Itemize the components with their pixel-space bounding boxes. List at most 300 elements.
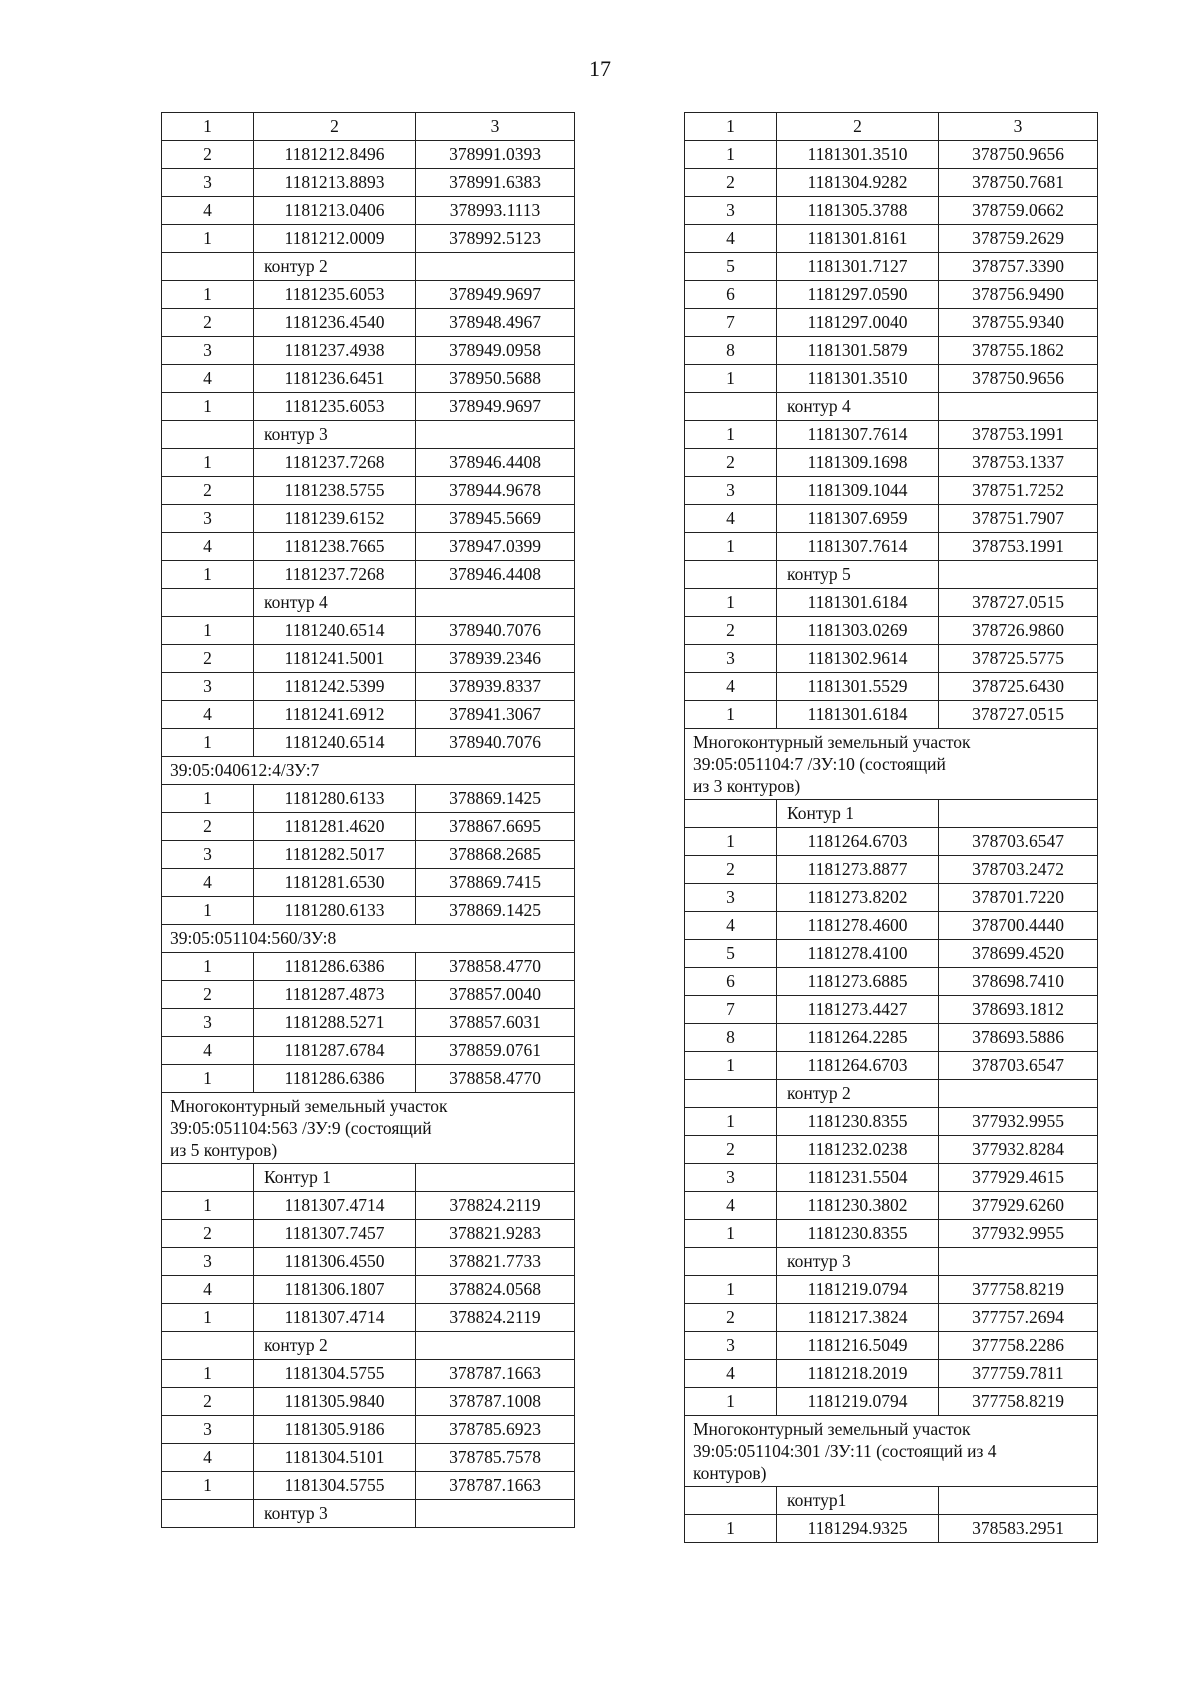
point-number-cell: 1 — [162, 281, 254, 309]
point-number-cell: 3 — [162, 337, 254, 365]
description-line: 39:05:051104:563 /ЗУ:9 (состоящий — [170, 1118, 432, 1138]
point-number-cell: 8 — [685, 337, 777, 365]
table-row — [162, 365, 575, 393]
parcel-id-row — [162, 757, 575, 785]
header-row — [685, 113, 1098, 141]
table-row — [685, 337, 1098, 365]
x-coordinate-cell: 1181216.5049 — [777, 1332, 939, 1360]
x-coordinate-cell: 1181281.4620 — [254, 813, 416, 841]
x-coordinate-cell: 1181297.0040 — [777, 309, 939, 337]
y-coordinate-cell: 377932.8284 — [939, 1136, 1098, 1164]
table-row — [685, 701, 1098, 729]
point-number-cell: 1 — [162, 1065, 254, 1093]
contour-row — [162, 1164, 575, 1192]
x-coordinate-cell: 1181306.4550 — [254, 1248, 416, 1276]
table-row — [162, 841, 575, 869]
table-row — [685, 1052, 1098, 1080]
x-coordinate-cell: 1181301.3510 — [777, 141, 939, 169]
point-number-cell: 1 — [162, 785, 254, 813]
x-coordinate-cell: 1181301.6184 — [777, 589, 939, 617]
table-row — [162, 1009, 575, 1037]
x-coordinate-cell: 1181304.5755 — [254, 1472, 416, 1500]
x-coordinate-cell: 1181305.9840 — [254, 1388, 416, 1416]
table-row — [685, 1276, 1098, 1304]
contour-row — [162, 253, 575, 281]
y-coordinate-cell: 378753.1991 — [939, 533, 1098, 561]
table-row — [685, 856, 1098, 884]
y-coordinate-cell: 377758.8219 — [939, 1388, 1098, 1416]
x-coordinate-cell: 1181217.3824 — [777, 1304, 939, 1332]
contour-label: контур 5 — [777, 561, 939, 589]
y-coordinate-cell: 377929.6260 — [939, 1192, 1098, 1220]
y-coordinate-cell: 378992.5123 — [416, 225, 575, 253]
empty-cell — [162, 1332, 254, 1360]
table-row — [162, 673, 575, 701]
point-number-cell: 7 — [685, 309, 777, 337]
point-number-cell: 2 — [162, 1220, 254, 1248]
point-number-cell: 1 — [685, 1220, 777, 1248]
x-coordinate-cell: 1181235.6053 — [254, 281, 416, 309]
x-coordinate-cell: 1181286.6386 — [254, 953, 416, 981]
point-number-cell: 2 — [162, 477, 254, 505]
x-coordinate-cell: 1181239.6152 — [254, 505, 416, 533]
contour-label: контур 3 — [254, 421, 416, 449]
y-coordinate-cell: 378785.6923 — [416, 1416, 575, 1444]
table-row — [162, 617, 575, 645]
y-coordinate-cell: 378750.9656 — [939, 141, 1098, 169]
table-row — [685, 1136, 1098, 1164]
header-cell: 3 — [416, 113, 575, 141]
x-coordinate-cell: 1181240.6514 — [254, 729, 416, 757]
y-coordinate-cell: 378867.6695 — [416, 813, 575, 841]
table-row — [162, 197, 575, 225]
y-coordinate-cell: 378939.8337 — [416, 673, 575, 701]
point-number-cell: 1 — [685, 1052, 777, 1080]
page-number: 17 — [589, 56, 611, 81]
y-coordinate-cell: 378993.1113 — [416, 197, 575, 225]
x-coordinate-cell: 1181212.0009 — [254, 225, 416, 253]
x-coordinate-cell: 1181218.2019 — [777, 1360, 939, 1388]
table-row — [685, 421, 1098, 449]
empty-cell — [416, 589, 575, 617]
y-coordinate-cell: 377758.8219 — [939, 1276, 1098, 1304]
y-coordinate-cell: 378949.9697 — [416, 393, 575, 421]
x-coordinate-cell: 1181212.8496 — [254, 141, 416, 169]
point-number-cell: 5 — [685, 253, 777, 281]
contour-label: контур 4 — [777, 393, 939, 421]
x-coordinate-cell: 1181238.7665 — [254, 533, 416, 561]
x-coordinate-cell: 1181309.1044 — [777, 477, 939, 505]
table-row — [685, 533, 1098, 561]
table-row — [162, 1416, 575, 1444]
y-coordinate-cell: 378939.2346 — [416, 645, 575, 673]
x-coordinate-cell: 1181264.6703 — [777, 828, 939, 856]
contour-row — [685, 1248, 1098, 1276]
y-coordinate-cell: 378755.1862 — [939, 337, 1098, 365]
point-number-cell: 3 — [162, 1416, 254, 1444]
x-coordinate-cell: 1181307.7457 — [254, 1220, 416, 1248]
x-coordinate-cell: 1181213.0406 — [254, 197, 416, 225]
y-coordinate-cell: 378941.3067 — [416, 701, 575, 729]
x-coordinate-cell: 1181307.7614 — [777, 421, 939, 449]
contour-row — [685, 800, 1098, 828]
table-row — [162, 505, 575, 533]
point-number-cell: 1 — [162, 225, 254, 253]
table-row — [162, 561, 575, 589]
x-coordinate-cell: 1181278.4100 — [777, 940, 939, 968]
table-row — [685, 884, 1098, 912]
x-coordinate-cell: 1181237.7268 — [254, 449, 416, 477]
table-row — [162, 1192, 575, 1220]
x-coordinate-cell: 1181307.6959 — [777, 505, 939, 533]
x-coordinate-cell: 1181280.6133 — [254, 785, 416, 813]
table-row — [685, 617, 1098, 645]
description-line: Многоконтурный земельный участок — [693, 732, 971, 752]
contour-label: контур 3 — [254, 1500, 416, 1528]
empty-cell — [416, 1164, 575, 1192]
y-coordinate-cell: 378785.7578 — [416, 1444, 575, 1472]
y-coordinate-cell: 377932.9955 — [939, 1220, 1098, 1248]
x-coordinate-cell: 1181288.5271 — [254, 1009, 416, 1037]
table-row — [162, 1444, 575, 1472]
y-coordinate-cell: 378753.1991 — [939, 421, 1098, 449]
table-row — [162, 1065, 575, 1093]
point-number-cell: 1 — [162, 561, 254, 589]
point-number-cell: 1 — [685, 1108, 777, 1136]
y-coordinate-cell: 378824.2119 — [416, 1192, 575, 1220]
table-row — [685, 141, 1098, 169]
y-coordinate-cell: 378824.2119 — [416, 1304, 575, 1332]
point-number-cell: 4 — [162, 869, 254, 897]
point-number-cell: 8 — [685, 1024, 777, 1052]
y-coordinate-cell: 378787.1663 — [416, 1472, 575, 1500]
table-row — [685, 1108, 1098, 1136]
point-number-cell: 1 — [685, 141, 777, 169]
table-row — [162, 1304, 575, 1332]
table-row — [162, 813, 575, 841]
y-coordinate-cell: 378821.7733 — [416, 1248, 575, 1276]
y-coordinate-cell: 378940.7076 — [416, 729, 575, 757]
x-coordinate-cell: 1181305.9186 — [254, 1416, 416, 1444]
point-number-cell: 1 — [162, 1360, 254, 1388]
point-number-cell: 4 — [685, 1360, 777, 1388]
parcel-id: 39:05:040612:4/ЗУ:7 — [162, 757, 575, 785]
x-coordinate-cell: 1181237.4938 — [254, 337, 416, 365]
empty-cell — [162, 421, 254, 449]
x-coordinate-cell: 1181294.9325 — [777, 1515, 939, 1543]
table-row — [162, 1037, 575, 1065]
contour-label: контур 3 — [777, 1248, 939, 1276]
x-coordinate-cell: 1181241.5001 — [254, 645, 416, 673]
table-row — [162, 1472, 575, 1500]
table-row — [685, 169, 1098, 197]
table-row — [685, 1388, 1098, 1416]
table-row — [162, 1360, 575, 1388]
contour-row — [685, 1080, 1098, 1108]
y-coordinate-cell: 378699.4520 — [939, 940, 1098, 968]
table-row — [162, 785, 575, 813]
empty-cell — [162, 253, 254, 281]
x-coordinate-cell: 1181286.6386 — [254, 1065, 416, 1093]
description-line: из 5 контуров) — [170, 1140, 278, 1160]
y-coordinate-cell: 378703.6547 — [939, 1052, 1098, 1080]
empty-cell — [939, 1080, 1098, 1108]
header-cell: 2 — [254, 113, 416, 141]
point-number-cell: 4 — [162, 1037, 254, 1065]
x-coordinate-cell: 1181219.0794 — [777, 1276, 939, 1304]
x-coordinate-cell: 1181264.6703 — [777, 1052, 939, 1080]
y-coordinate-cell: 378726.9860 — [939, 617, 1098, 645]
point-number-cell: 3 — [162, 841, 254, 869]
point-number-cell: 3 — [162, 1248, 254, 1276]
x-coordinate-cell: 1181304.9282 — [777, 169, 939, 197]
table-row — [162, 449, 575, 477]
table-row — [685, 253, 1098, 281]
contour-label: контур 2 — [254, 253, 416, 281]
x-coordinate-cell: 1181264.2285 — [777, 1024, 939, 1052]
table-row — [685, 1332, 1098, 1360]
x-coordinate-cell: 1181301.8161 — [777, 225, 939, 253]
table-row — [685, 281, 1098, 309]
point-number-cell: 2 — [162, 813, 254, 841]
x-coordinate-cell: 1181230.3802 — [777, 1192, 939, 1220]
table-row — [162, 1220, 575, 1248]
table-row — [162, 981, 575, 1009]
empty-cell — [685, 393, 777, 421]
point-number-cell: 4 — [685, 673, 777, 701]
point-number-cell: 4 — [162, 365, 254, 393]
y-coordinate-cell: 378727.0515 — [939, 589, 1098, 617]
table-row — [162, 169, 575, 197]
y-coordinate-cell: 377758.2286 — [939, 1332, 1098, 1360]
contour-label: Контур 1 — [777, 800, 939, 828]
table-row — [685, 365, 1098, 393]
y-coordinate-cell: 378946.4408 — [416, 449, 575, 477]
x-coordinate-cell: 1181307.4714 — [254, 1192, 416, 1220]
point-number-cell: 2 — [162, 309, 254, 337]
point-number-cell: 2 — [162, 141, 254, 169]
table-row — [685, 225, 1098, 253]
description-line: Многоконтурный земельный участок — [170, 1096, 448, 1116]
point-number-cell: 1 — [162, 449, 254, 477]
point-number-cell: 3 — [162, 673, 254, 701]
point-number-cell: 1 — [162, 953, 254, 981]
x-coordinate-cell: 1181297.0590 — [777, 281, 939, 309]
x-coordinate-cell: 1181236.6451 — [254, 365, 416, 393]
point-number-cell: 3 — [685, 197, 777, 225]
x-coordinate-cell: 1181240.6514 — [254, 617, 416, 645]
y-coordinate-cell: 378703.2472 — [939, 856, 1098, 884]
x-coordinate-cell: 1181304.5101 — [254, 1444, 416, 1472]
x-coordinate-cell: 1181301.5879 — [777, 337, 939, 365]
table-row — [685, 996, 1098, 1024]
x-coordinate-cell: 1181301.5529 — [777, 673, 939, 701]
x-coordinate-cell: 1181230.8355 — [777, 1108, 939, 1136]
table-row — [685, 505, 1098, 533]
y-coordinate-cell: 378583.2951 — [939, 1515, 1098, 1543]
point-number-cell: 4 — [162, 533, 254, 561]
point-number-cell: 3 — [162, 505, 254, 533]
point-number-cell: 3 — [162, 1009, 254, 1037]
header-cell: 2 — [777, 113, 939, 141]
y-coordinate-cell: 378946.4408 — [416, 561, 575, 589]
contour-row — [685, 561, 1098, 589]
empty-cell — [162, 1164, 254, 1192]
table-row — [685, 309, 1098, 337]
x-coordinate-cell: 1181307.7614 — [777, 533, 939, 561]
multicontour-parcel-description — [162, 1093, 575, 1164]
x-coordinate-cell: 1181273.6885 — [777, 968, 939, 996]
coordinates-table-right — [684, 112, 1098, 1543]
table-row — [162, 225, 575, 253]
table-row — [162, 953, 575, 981]
x-coordinate-cell: 1181237.7268 — [254, 561, 416, 589]
point-number-cell: 1 — [685, 1388, 777, 1416]
y-coordinate-cell: 378727.0515 — [939, 701, 1098, 729]
y-coordinate-cell: 378756.9490 — [939, 281, 1098, 309]
y-coordinate-cell: 378858.4770 — [416, 1065, 575, 1093]
x-coordinate-cell: 1181241.6912 — [254, 701, 416, 729]
y-coordinate-cell: 378751.7907 — [939, 505, 1098, 533]
y-coordinate-cell: 377932.9955 — [939, 1108, 1098, 1136]
table-row — [685, 1360, 1098, 1388]
table-row — [162, 729, 575, 757]
y-coordinate-cell: 378940.7076 — [416, 617, 575, 645]
empty-cell — [685, 1080, 777, 1108]
point-number-cell: 1 — [162, 897, 254, 925]
contour-label: контур1 — [777, 1487, 939, 1515]
x-coordinate-cell: 1181301.3510 — [777, 365, 939, 393]
table-row — [685, 1515, 1098, 1543]
empty-cell — [685, 1487, 777, 1515]
point-number-cell: 1 — [162, 1304, 254, 1332]
table-row — [685, 1024, 1098, 1052]
point-number-cell: 1 — [685, 589, 777, 617]
x-coordinate-cell: 1181287.4873 — [254, 981, 416, 1009]
point-number-cell: 4 — [162, 701, 254, 729]
y-coordinate-cell: 378869.1425 — [416, 785, 575, 813]
contour-label: Контур 1 — [254, 1164, 416, 1192]
empty-cell — [685, 1248, 777, 1276]
table-row — [685, 912, 1098, 940]
point-number-cell: 7 — [685, 996, 777, 1024]
y-coordinate-cell: 378868.2685 — [416, 841, 575, 869]
y-coordinate-cell: 378949.0958 — [416, 337, 575, 365]
empty-cell — [939, 1248, 1098, 1276]
x-coordinate-cell: 1181282.5017 — [254, 841, 416, 869]
table-row — [162, 1388, 575, 1416]
y-coordinate-cell: 378693.1812 — [939, 996, 1098, 1024]
y-coordinate-cell: 378725.6430 — [939, 673, 1098, 701]
empty-cell — [416, 1500, 575, 1528]
y-coordinate-cell: 378857.6031 — [416, 1009, 575, 1037]
y-coordinate-cell: 378948.4967 — [416, 309, 575, 337]
table-row — [685, 477, 1098, 505]
x-coordinate-cell: 1181235.6053 — [254, 393, 416, 421]
table-row — [685, 1164, 1098, 1192]
empty-cell — [685, 561, 777, 589]
x-coordinate-cell: 1181301.7127 — [777, 253, 939, 281]
x-coordinate-cell: 1181278.4600 — [777, 912, 939, 940]
header-row — [162, 113, 575, 141]
table-row — [162, 141, 575, 169]
x-coordinate-cell: 1181273.4427 — [777, 996, 939, 1024]
x-coordinate-cell: 1181219.0794 — [777, 1388, 939, 1416]
multicontour-parcel-row — [685, 729, 1098, 800]
empty-cell — [939, 393, 1098, 421]
point-number-cell: 1 — [685, 1276, 777, 1304]
point-number-cell: 2 — [162, 645, 254, 673]
y-coordinate-cell: 378859.0761 — [416, 1037, 575, 1065]
header-cell: 1 — [162, 113, 254, 141]
empty-cell — [939, 561, 1098, 589]
y-coordinate-cell: 378947.0399 — [416, 533, 575, 561]
y-coordinate-cell: 378787.1008 — [416, 1388, 575, 1416]
y-coordinate-cell: 378857.0040 — [416, 981, 575, 1009]
y-coordinate-cell: 378759.2629 — [939, 225, 1098, 253]
x-coordinate-cell: 1181281.6530 — [254, 869, 416, 897]
table-row — [685, 1192, 1098, 1220]
x-coordinate-cell: 1181303.0269 — [777, 617, 939, 645]
point-number-cell: 3 — [685, 884, 777, 912]
y-coordinate-cell: 378869.7415 — [416, 869, 575, 897]
x-coordinate-cell: 1181238.5755 — [254, 477, 416, 505]
point-number-cell: 4 — [162, 197, 254, 225]
point-number-cell: 4 — [685, 912, 777, 940]
description-line: из 3 контуров) — [693, 776, 801, 796]
point-number-cell: 3 — [685, 645, 777, 673]
y-coordinate-cell: 378945.5669 — [416, 505, 575, 533]
table-row — [162, 701, 575, 729]
point-number-cell: 2 — [685, 617, 777, 645]
header-cell: 3 — [939, 113, 1098, 141]
y-coordinate-cell: 378821.9283 — [416, 1220, 575, 1248]
empty-cell — [416, 421, 575, 449]
point-number-cell: 2 — [162, 981, 254, 1009]
table-row — [162, 1276, 575, 1304]
description-line: Многоконтурный земельный участок — [693, 1419, 971, 1439]
description-line: 39:05:051104:7 /ЗУ:10 (состоящий — [693, 754, 946, 774]
contour-row — [162, 589, 575, 617]
table-row — [162, 477, 575, 505]
y-coordinate-cell: 378949.9697 — [416, 281, 575, 309]
point-number-cell: 4 — [685, 225, 777, 253]
point-number-cell: 4 — [685, 505, 777, 533]
point-number-cell: 4 — [162, 1444, 254, 1472]
point-number-cell: 1 — [162, 393, 254, 421]
contour-row — [162, 1332, 575, 1360]
point-number-cell: 2 — [685, 1304, 777, 1332]
parcel-id: 39:05:051104:560/ЗУ:8 — [162, 925, 575, 953]
x-coordinate-cell: 1181306.1807 — [254, 1276, 416, 1304]
point-number-cell: 1 — [685, 533, 777, 561]
point-number-cell: 5 — [685, 940, 777, 968]
multicontour-parcel-description — [685, 729, 1098, 800]
contour-row — [685, 1487, 1098, 1515]
y-coordinate-cell: 378759.0662 — [939, 197, 1098, 225]
table-row — [685, 1304, 1098, 1332]
x-coordinate-cell: 1181307.4714 — [254, 1304, 416, 1332]
point-number-cell: 1 — [162, 729, 254, 757]
table-row — [685, 197, 1098, 225]
x-coordinate-cell: 1181273.8877 — [777, 856, 939, 884]
point-number-cell: 1 — [685, 701, 777, 729]
x-coordinate-cell: 1181273.8202 — [777, 884, 939, 912]
y-coordinate-cell: 378693.5886 — [939, 1024, 1098, 1052]
table-row — [685, 645, 1098, 673]
contour-label: контур 2 — [254, 1332, 416, 1360]
x-coordinate-cell: 1181232.0238 — [777, 1136, 939, 1164]
